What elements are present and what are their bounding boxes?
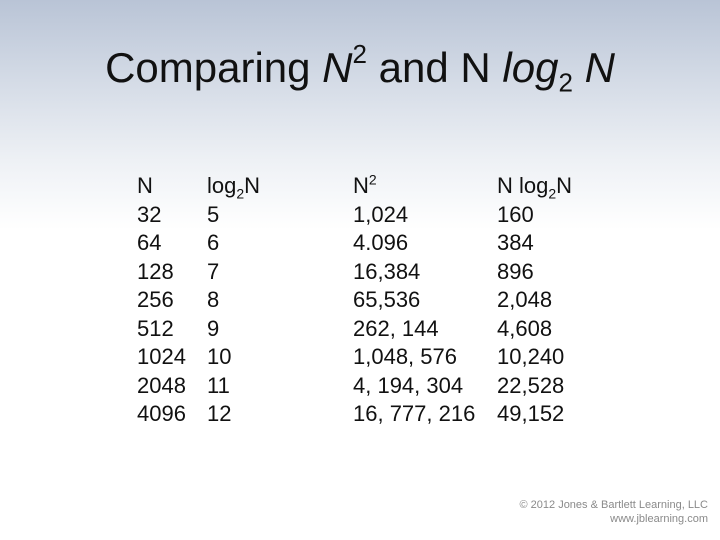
table-cell: 8	[207, 287, 220, 312]
table-cell: 12	[207, 401, 232, 426]
table-cell: 4,608	[497, 315, 553, 341]
publisher-url: www.jblearning.com	[610, 513, 708, 525]
title-subscript: 2	[558, 67, 573, 98]
title-n: N	[322, 44, 353, 91]
table-cell: 32	[137, 201, 162, 227]
table-cell: 6	[207, 230, 220, 255]
title-prefix: Comparing	[105, 44, 323, 91]
table-cell: 160	[497, 201, 534, 227]
column-header: $N^2$	[353, 171, 377, 198]
table-cell: 64	[137, 230, 162, 255]
table-cell: 49,152	[497, 401, 565, 426]
title-suffix: N	[572, 44, 615, 91]
table-cell: 1024	[137, 344, 186, 369]
title-middle: and N	[366, 44, 503, 91]
column-log2n	[207, 172, 260, 429]
table-cell: 7	[207, 258, 220, 284]
table-cell: 1,048, 576	[353, 344, 457, 369]
table-cell: 896	[497, 258, 534, 284]
column-n-log2n	[497, 172, 572, 429]
column-header: N $\log_2N$	[497, 173, 573, 202]
table-cell: 2,048	[497, 287, 553, 312]
table-cell: 4.096	[353, 230, 409, 255]
table-cell: 1,024	[353, 201, 409, 227]
table-cell: 256	[137, 287, 174, 312]
table-cell: 16, 777, 216	[353, 401, 476, 426]
table-cell: 128	[137, 258, 174, 284]
column-header: $\log_2N$	[207, 173, 261, 202]
table-cell: 2048	[137, 372, 186, 398]
table-cell: 65,536	[353, 287, 421, 312]
table-cell: 384	[497, 230, 534, 255]
title-log: log	[502, 44, 559, 91]
table-cell: 10	[207, 344, 232, 369]
table-cell: 11	[207, 372, 230, 398]
column-header: N	[137, 173, 153, 198]
table-cell: 16,384	[353, 258, 421, 284]
table-cell: 262, 144	[353, 315, 439, 341]
title-superscript: 2	[352, 39, 367, 69]
table-cell: 4096	[137, 401, 186, 426]
table-cell: 5	[207, 201, 220, 227]
copyright-line: © 2012 Jones & Bartlett Learning, LLC	[519, 499, 708, 511]
copyright-notice	[520, 498, 709, 526]
table-cell: 10,240	[497, 344, 565, 369]
table-cell: 22,528	[497, 372, 565, 398]
table-cell: 9	[207, 315, 220, 341]
slide-title	[0, 38, 720, 98]
column-n	[137, 172, 186, 429]
table-cell: 512	[137, 315, 174, 341]
column-n-squared	[353, 172, 475, 429]
table-cell: 4, 194, 304	[353, 372, 464, 398]
